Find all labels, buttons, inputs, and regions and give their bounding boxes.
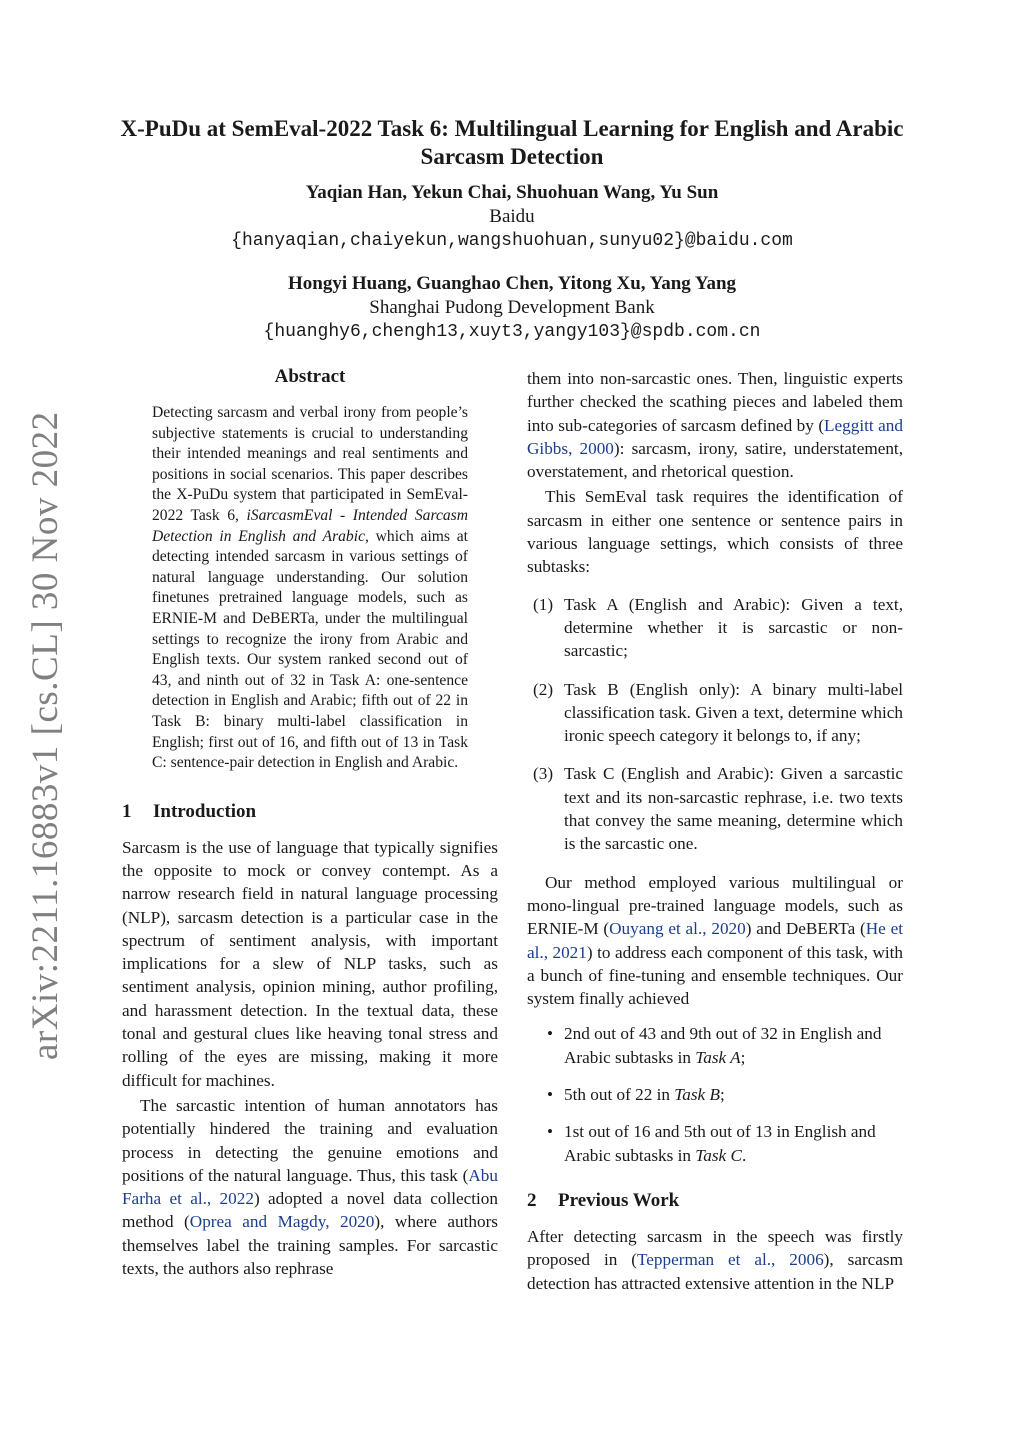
citation-link[interactable]: Ouyang et al., 2020 xyxy=(609,919,746,939)
arxiv-identifier[interactable]: arXiv:2211.16883v1 [cs.CL] 30 Nov 2022 xyxy=(25,411,66,1060)
section-heading-introduction: 1 Introduction xyxy=(122,800,257,822)
citation-link[interactable]: Abu Farha et al., 2022 xyxy=(122,1165,498,1209)
intro-paragraph-2-continued: them into non-sarcastic ones. Then, linguistic experts further checked the scathing pieces and labeled them into sub-categories of sarcasm defined by (Leggitt and Gibbs, 2000): sarcasm, irony, satire, understatement, overstatement, and rhetorical question. xyxy=(527,369,903,482)
abstract-heading: Abstract xyxy=(274,366,346,387)
affiliation: Shanghai Pudong Development Bank xyxy=(369,297,655,318)
task-name: iSarcasmEval - Intended Sarcasm Detection in English and Arabic xyxy=(152,506,468,545)
list-item: • 2nd out of 43 and 9th out of 32 in English and Arabic subtasks in Task A; xyxy=(547,1024,882,1067)
author-names: Hongyi Huang, Guanghao Chen, Yitong Xu, Yang Yang xyxy=(287,273,737,294)
list-item: • 1st out of 16 and 5th out of 13 in English and Arabic subtasks in Task C. xyxy=(547,1122,876,1165)
affiliation: Baidu xyxy=(489,206,535,227)
achievement-list xyxy=(527,1022,903,1166)
list-item: (3) Task C (English and Arabic): Given a sarcastic text and its non-sarcastic rephrase, i.e. two texts that convey the same meaning, determine which is the sarcastic one. xyxy=(533,764,903,854)
citation-link[interactable]: Oprea and Magdy, 2020 xyxy=(189,1212,375,1232)
right-column xyxy=(527,367,903,1295)
left-column xyxy=(122,365,498,1280)
intro-paragraph-1: Sarcasm is the use of language that typically signifies the opposite to mock or convey contempt. As a narrow research field in natural language processing (NLP), sarcasm detection is a particular case in the spectrum of sentiment analysis, with important implications for a slew of NLP tasks, such as sentiment analysis, opinion mining, author profiling, and harassment detection. In the textual data, these tonal and gestural clues like heaving tonal stress and rolling of the eyes are missing, making it more difficult for machines. xyxy=(122,837,498,1090)
email-address[interactable]: {hanyaqian,chaiyekun,wangshuohuan,sunyu02}@baidu.com xyxy=(231,231,793,251)
subtask-list xyxy=(527,593,903,856)
citation-link[interactable]: Tepperman et al., 2006 xyxy=(637,1250,824,1270)
intro-paragraph-4: Our method employed various multilingual or mono-lingual pre-trained language models, such as ERNIE-M (Ouyang et al., 2020) and DeBERTa (He et al., 2021) to address each component of this task, with a bunch of fine-tuning and ensemble techniques. Our system finally achieved xyxy=(527,872,904,1009)
author-names: Yaqian Han, Yekun Chai, Shuohuan Wang, Yu Sun xyxy=(305,182,719,203)
author-group-baidu xyxy=(100,181,924,253)
list-item: • 5th out of 22 in Task B; xyxy=(547,1085,725,1105)
section-heading-previous-work: 2 Previous Work xyxy=(527,1189,680,1211)
previous-work-paragraph: After detecting sarcasm in the speech was firstly proposed in (Tepperman et al., 2006), sarcasm detection has attracted extensive attention in the NLP xyxy=(527,1226,903,1293)
list-item: (2) Task B (English only): A binary multi-label classification task. Given a text, determine which ironic speech category it belongs to, if any; xyxy=(533,679,903,746)
intro-paragraph-2: The sarcastic intention of human annotators has potentially hindered the training and evaluation process in detecting the genuine emotions and positions of the natural language. Thus, this task (Abu Farha et al., 2022) adopted a novel data collection method (Oprea and Magdy, 2020), where authors themselves label the training samples. For sarcastic texts, the authors also rephrase xyxy=(122,1095,498,1279)
author-group-spdb xyxy=(100,272,924,344)
intro-paragraph-3: This SemEval task requires the identification of sarcasm in either one sentence or sentence pairs in various language settings, which consists of three subtasks: xyxy=(527,487,903,577)
citation-link[interactable]: Leggitt and Gibbs, 2000 xyxy=(527,415,903,458)
list-item: (1) Task A (English and Arabic): Given a text, determine whether it is sarcastic or non-sarcastic; xyxy=(533,594,903,661)
email-address[interactable]: {huanghy6,chengh13,xuyt3,yangy103}@spdb.com.cn xyxy=(263,322,761,342)
abstract-body: Detecting sarcasm and verbal irony from people’s subjective statements is crucial to understanding their intended meanings and real sentiments and positions in social scenarios. This paper describes the X-PuDu system that participated in SemEval-2022 Task 6, iSarcasmEval - Intended Sarcasm Detection in English and Arabic, which aims at detecting intended sarcasm in various settings of natural language understanding. Our solution finetunes pretrained language models, such as ERNIE-M and DeBERTa, under the multilingual settings to recognize the irony from Arabic and English texts. Our system ranked second out of 43, and ninth out of 32 in Task A: one-sentence detection in English and Arabic; fifth out of 22 in Task B: binary multi-label classification in English; first out of 16, and fifth out of 13 in Task C: sentence-pair detection in English and Arabic. xyxy=(152,404,468,772)
citation-link[interactable]: He et al., 2021 xyxy=(527,919,904,962)
paper-title: X-PuDu at SemEval-2022 Task 6: Multilingual Learning for English and Arabic Sarcasm Detection xyxy=(120,116,904,169)
